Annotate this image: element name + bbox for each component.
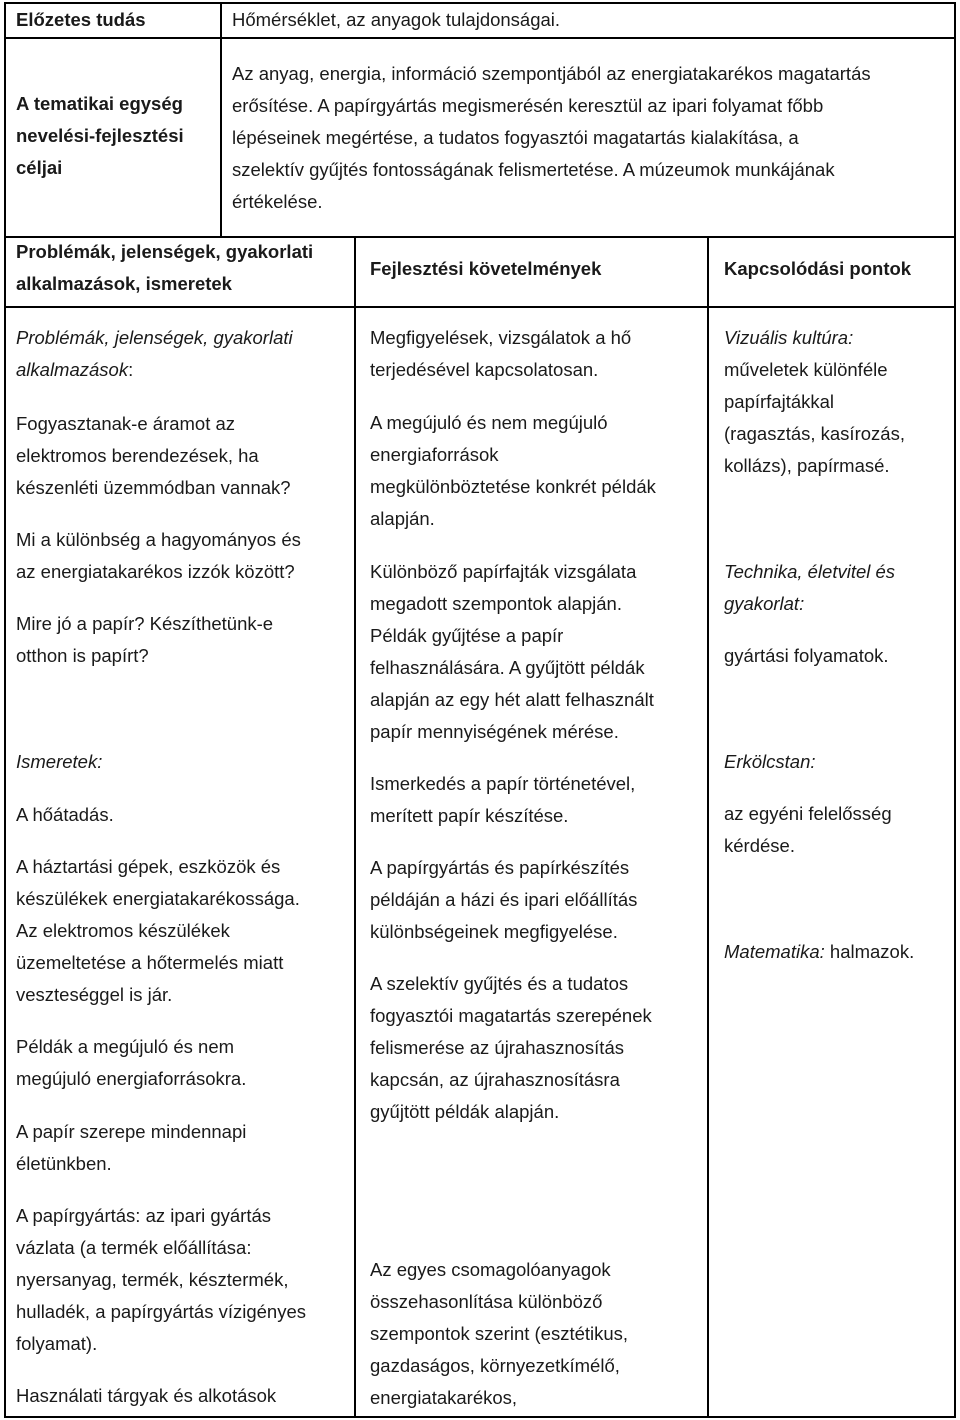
connection-line: (ragasztás, kasírozás, <box>724 423 905 444</box>
knowledge-line: veszteséggel is jár. <box>16 984 173 1005</box>
objectives-text <box>232 58 871 218</box>
requirement-line: gyűjtött példák alapján. <box>370 1101 560 1122</box>
prior-knowledge-label <box>16 4 146 36</box>
requirement-line: felhasználására. A gyűjtött példák <box>370 657 645 678</box>
connection-subject: gyakorlat: <box>724 593 805 614</box>
problems-subheading-colon: : <box>128 359 134 380</box>
header-requirements-text: Fejlesztési követelmények <box>370 258 602 279</box>
connection-line <box>724 936 914 968</box>
connection-line: gyártási folyamatok. <box>724 645 889 666</box>
row-divider-1 <box>4 37 956 39</box>
requirement-line: energiatakarékos, <box>370 1387 518 1408</box>
requirement-line: A szelektív gyűjtés és a tudatos <box>370 973 629 994</box>
header-connections-text: Kapcsolódási pontok <box>724 258 912 279</box>
knowledge-line: Használati tárgyak és alkotások <box>16 1385 277 1406</box>
knowledge-line: A háztartási gépek, eszközök és <box>16 856 281 877</box>
requirement-line: fogyasztói magatartás szerepének <box>370 1005 652 1026</box>
connection-subject: Vizuális kultúra: <box>724 327 854 348</box>
prior-knowledge-text <box>232 4 560 36</box>
objectives-text-line: szelektív gyűjtés fontosságának felismertetése. A múzeumok munkájának <box>232 159 835 180</box>
requirement-line: felismerése az újrahasznosítás <box>370 1037 624 1058</box>
problem-line: Fogyasztanak-e áramot az <box>16 413 236 434</box>
knowledge-line: készülékek energiatakarékossága. <box>16 888 300 909</box>
requirement-line: kapcsán, az újrahasznosításra <box>370 1069 620 1090</box>
table-border-right <box>954 2 956 1418</box>
connection-subject: Technika, életvitel és <box>724 561 896 582</box>
knowledge-line: életünkben. <box>16 1153 112 1174</box>
header-problems-line: Problémák, jelenségek, gyakorlati <box>16 241 314 262</box>
requirement-line: megkülönböztetése konkrét példák <box>370 476 656 497</box>
table-border-left <box>4 2 6 1418</box>
problem-line: az energiatakarékos izzók között? <box>16 561 295 582</box>
objectives-text-line: erősítése. A papírgyártás megismerésén keresztül az ipari folyamat főbb <box>232 95 824 116</box>
requirement-line: szempontok szerint (esztétikus, <box>370 1323 629 1344</box>
requirement-line: terjedésével kapcsolatosan. <box>370 359 599 380</box>
knowledge-line: hulladék, a papírgyártás vízigényes <box>16 1301 307 1322</box>
requirement-line: példáján a házi és ipari előállítás <box>370 889 638 910</box>
column-divider-2 <box>707 236 709 1418</box>
requirement-line: megadott szempontok alapján. <box>370 593 622 614</box>
knowledge-line: nyersanyag, termék, késztermék, <box>16 1269 289 1290</box>
requirement-line: merített papír készítése. <box>370 805 569 826</box>
requirement-line: energiaforrások <box>370 444 499 465</box>
header-problems <box>16 236 313 300</box>
requirement-line: papír mennyiségének mérése. <box>370 721 619 742</box>
requirement-line: alapján. <box>370 508 435 529</box>
objectives-text-line: lépéseinek megértése, a tudatos fogyasztói magatartás kialakítása, a <box>232 127 799 148</box>
connection-line: kérdése. <box>724 835 795 856</box>
objectives-label-line: céljai <box>16 157 63 178</box>
requirement-line: Az egyes csomagolóanyagok <box>370 1259 611 1280</box>
problems-subheading-line <box>16 354 133 386</box>
objectives-label-line: A tematikai egység <box>16 93 183 114</box>
knowledge-line: A hőátadás. <box>16 804 114 825</box>
connection-line: papírfajtákkal <box>724 391 835 412</box>
knowledge-subheading: Ismeretek: <box>16 751 103 772</box>
requirement-line: Ismerkedés a papír történetével, <box>370 773 636 794</box>
prior-knowledge-label-text: Előzetes tudás <box>16 9 146 30</box>
objectives-text-line: értékelése. <box>232 191 323 212</box>
header-connections <box>724 253 911 285</box>
objectives-text-line: Az anyag, energia, információ szempontjából az energiatakarékos magatartás <box>232 63 871 84</box>
problem-line: készenléti üzemmódban vannak? <box>16 477 291 498</box>
row-divider-3 <box>4 306 956 308</box>
problem-line: otthon is papírt? <box>16 645 149 666</box>
curriculum-table <box>4 2 956 1418</box>
connection-line: műveletek különféle <box>724 359 888 380</box>
requirement-line: gazdaságos, környezetkímélő, <box>370 1355 620 1376</box>
knowledge-line: vázlata (a termék előállítása: <box>16 1237 252 1258</box>
problem-line: elektromos berendezések, ha <box>16 445 259 466</box>
knowledge-line: A papírgyártás: az ipari gyártás <box>16 1205 272 1226</box>
connection-line: az egyéni felelősség <box>724 803 892 824</box>
header-problems-line: alkalmazások, ismeretek <box>16 273 232 294</box>
requirement-line: Különböző papírfajták vizsgálata <box>370 561 637 582</box>
requirement-line: Példák gyűjtése a papír <box>370 625 564 646</box>
objectives-label-line: nevelési-fejlesztési <box>16 125 184 146</box>
requirement-line: A papírgyártás és papírkészítés <box>370 857 630 878</box>
connection-subject: Matematika: <box>724 941 825 962</box>
table-border-bottom <box>4 1416 956 1418</box>
connection-line-tail: halmazok. <box>824 941 915 962</box>
problems-subheading: Problémák, jelenségek, gyakorlati <box>16 327 293 348</box>
header-requirements <box>370 253 601 285</box>
requirement-line: Megfigyelések, vizsgálatok a hő <box>370 327 632 348</box>
knowledge-line: megújuló energiaforrásokra. <box>16 1068 247 1089</box>
requirement-line: különbségeinek megfigyelése. <box>370 921 618 942</box>
connection-subject: Erkölcstan: <box>724 751 816 772</box>
knowledge-line: üzemeltetése a hőtermelés miatt <box>16 952 284 973</box>
prior-knowledge-value: Hőmérséklet, az anyagok tulajdonságai. <box>232 9 561 30</box>
knowledge-line: Példák a megújuló és nem <box>16 1036 235 1057</box>
knowledge-line: A papír szerepe mindennapi <box>16 1121 247 1142</box>
knowledge-line: folyamat). <box>16 1333 98 1354</box>
requirement-line: alapján az egy hét alatt felhasznált <box>370 689 654 710</box>
requirement-line: A megújuló és nem megújuló <box>370 412 608 433</box>
objectives-label <box>16 88 184 184</box>
label-column-divider <box>220 2 222 238</box>
column-divider-1 <box>354 236 356 1418</box>
problems-subheading-word: alkalmazások <box>16 359 129 380</box>
problem-line: Mire jó a papír? Készíthetünk-e <box>16 613 274 634</box>
knowledge-line: Az elektromos készülékek <box>16 920 230 941</box>
connection-line: kollázs), papírmasé. <box>724 455 890 476</box>
requirement-line: összehasonlítása különböző <box>370 1291 603 1312</box>
problem-line: Mi a különbség a hagyományos és <box>16 529 301 550</box>
